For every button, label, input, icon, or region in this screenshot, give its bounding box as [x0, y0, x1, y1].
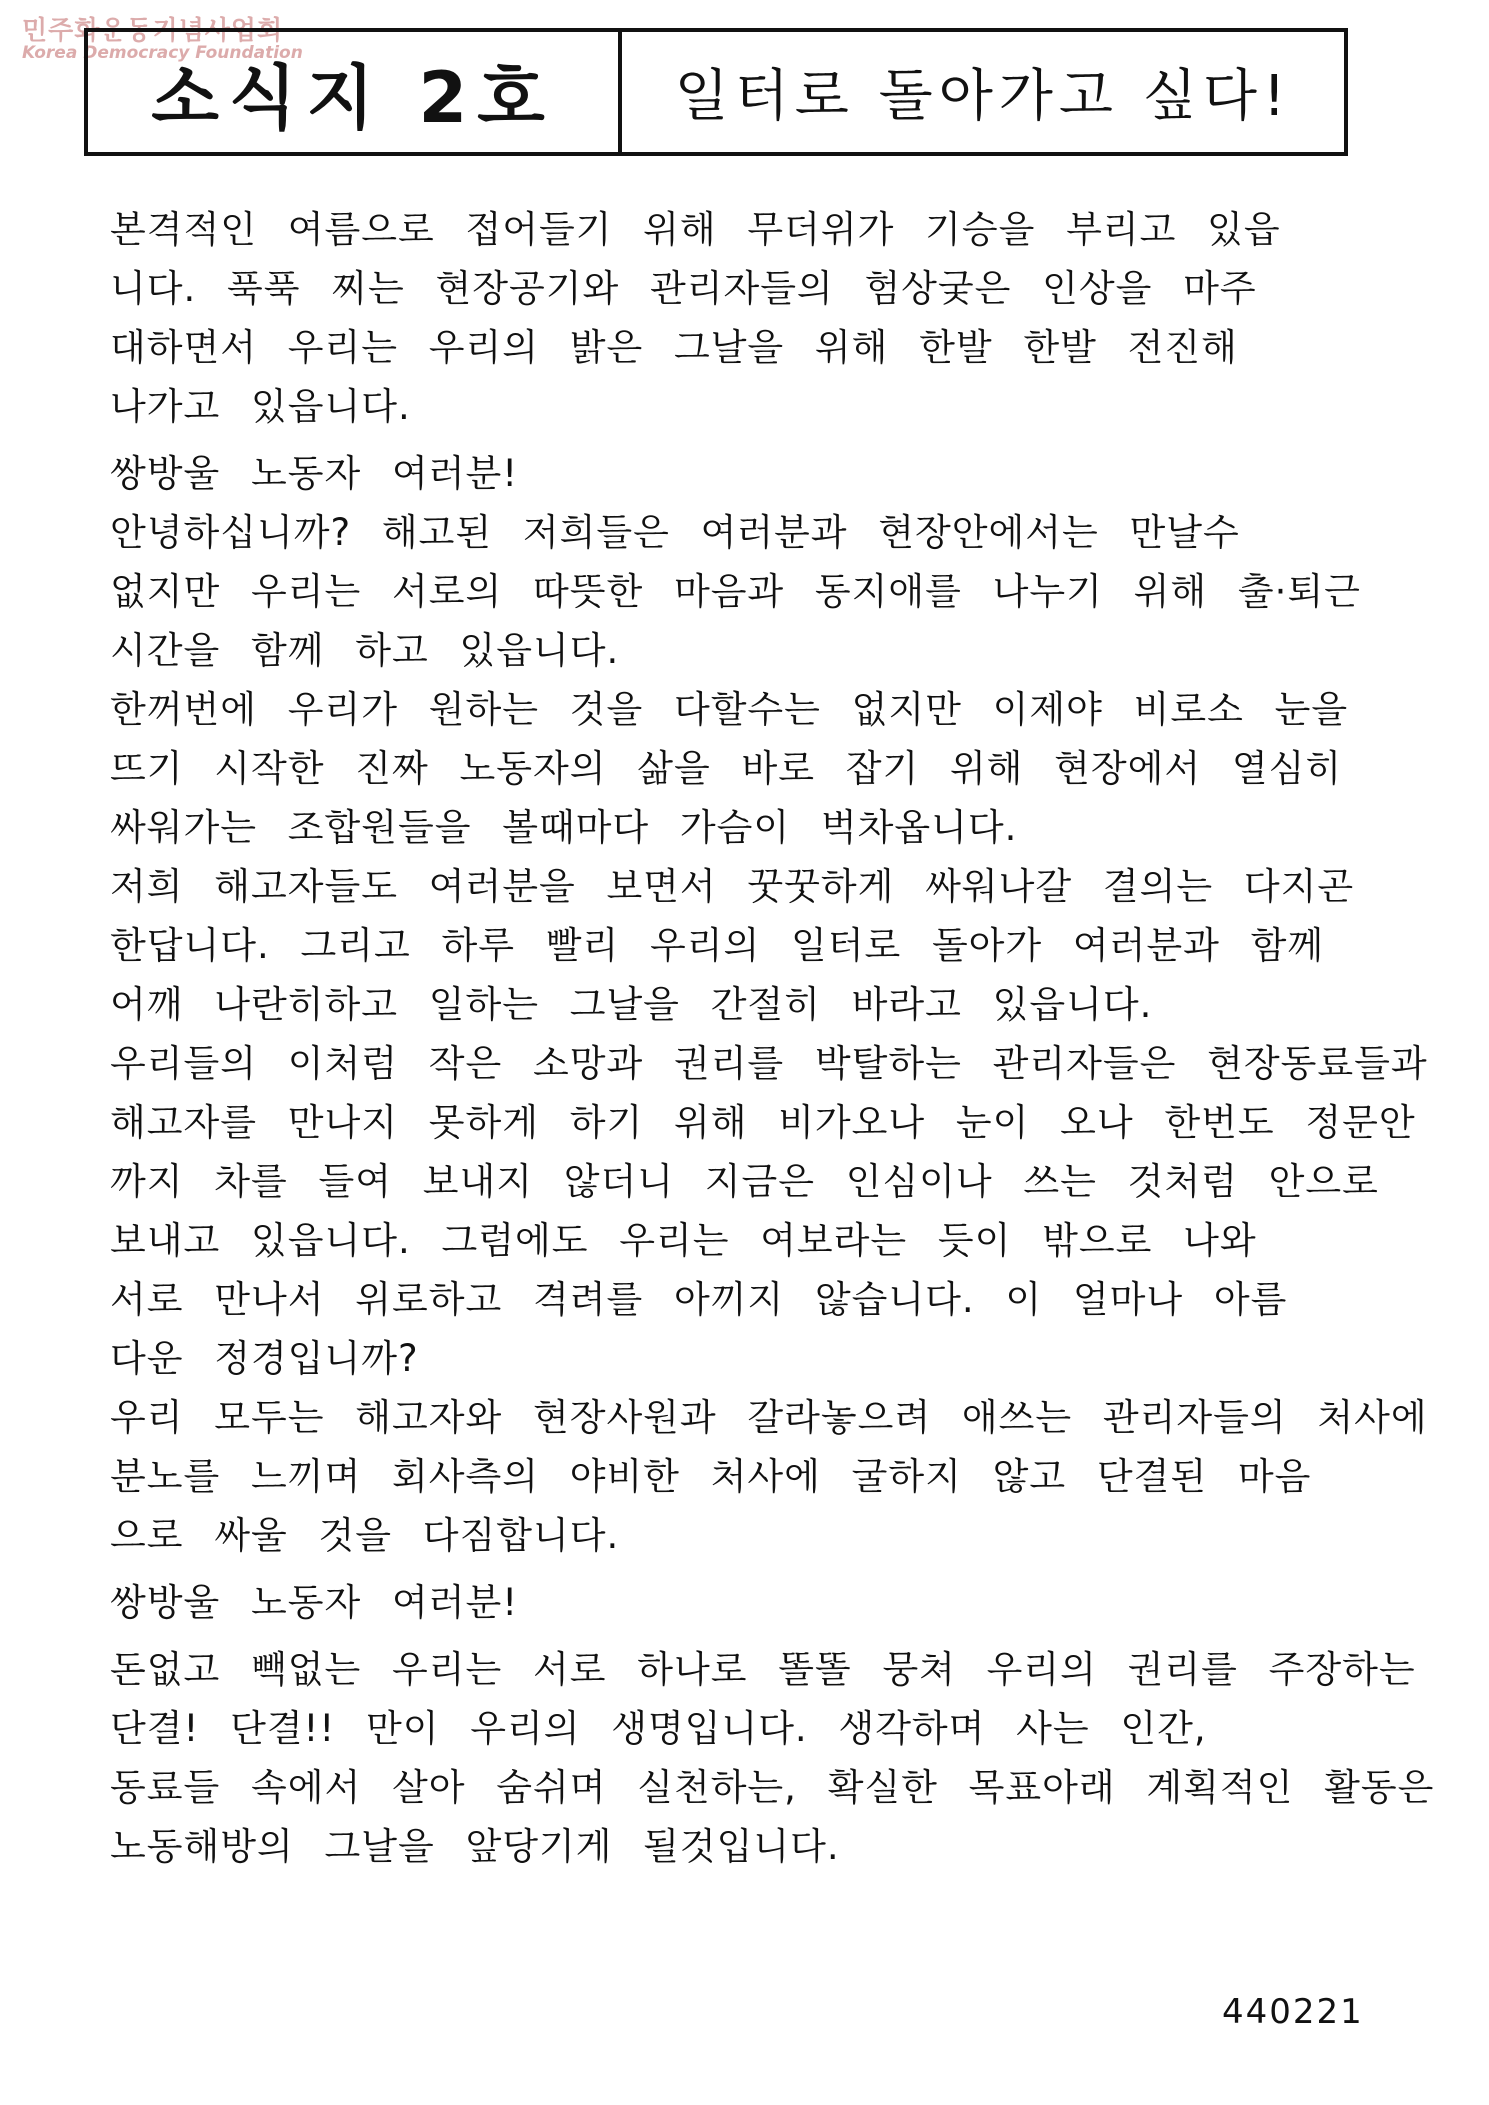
text-line: 저희 해고자들도 여러분을 보면서 꿋꿋하게 싸워나갈 결의는 다지곤	[110, 865, 1355, 908]
text-line: 어깨 나란히하고 일하는 그날을 간절히 바라고 있읍니다.	[110, 983, 1153, 1026]
text-line: 뜨기 시작한 진짜 노동자의 삶을 바로 잡기 위해 현장에서 열심히	[110, 747, 1343, 790]
text-line: 까지 차를 들여 보내지 않더니 지금은 인심이나 쓰는 것처럼 안으로	[110, 1160, 1379, 1203]
text-line: 우리 모두는 해고자와 현장사원과 갈라놓으려 애쓰는 관리자들의 처사에	[110, 1396, 1428, 1439]
text-line: 우리들의 이처럼 작은 소망과 권리를 박탈하는 관리자들은 현장동료들과	[110, 1042, 1428, 1085]
text-line: 노동해방의 그날을 앞당기게 될것입니다.	[110, 1825, 840, 1868]
text-line: 다운 정경입니까?	[110, 1337, 419, 1380]
text-line: 싸워가는 조합원들을 볼때마다 가슴이 벅차옵니다.	[110, 806, 1018, 849]
text-line: 본격적인 여름으로 접어들기 위해 무더위가 기승을 부리고 있읍	[110, 208, 1281, 251]
text-line: 없지만 우리는 서로의 따뜻한 마음과 동지애를 나누기 위해 출·퇴근	[110, 570, 1361, 613]
text-line: 으로 싸울 것을 다짐합니다.	[110, 1514, 620, 1557]
document-code: 440221	[1222, 1992, 1364, 2032]
text-line: 니다. 푹푹 찌는 현장공기와 관리자들의 험상궂은 인상을 마주	[110, 267, 1257, 310]
text-line: 단결! 단결!! 만이 우리의 생명입니다. 생각하며 사는 인간,	[110, 1707, 1207, 1750]
watermark-korean: 민주화운동기념사업회	[22, 16, 284, 46]
text-line: 서로 만나서 위로하고 격려를 아끼지 않습니다. 이 얼마나 아름	[110, 1278, 1288, 1321]
text-line: 대하면서 우리는 우리의 밝은 그날을 위해 한발 한발 전진해	[110, 326, 1238, 369]
watermark-english: Korea Democracy Foundation	[22, 43, 303, 64]
issue-title: 소식지 2호	[88, 32, 622, 152]
text-line: 쌍방울 노동자 여러분!	[110, 1581, 519, 1624]
text-line: 나가고 있읍니다.	[110, 385, 411, 428]
header-box	[84, 28, 1348, 156]
text-line: 한답니다. 그리고 하루 빨리 우리의 일터로 돌아가 여러분과 함께	[110, 924, 1325, 967]
slogan-title: 일터로 돌아가고 싶다!	[674, 64, 1292, 129]
text-line: 분노를 느끼며 회사측의 야비한 처사에 굴하지 않고 단결된 마음	[110, 1455, 1312, 1498]
text-line: 돈없고 빽없는 우리는 서로 하나로 똘똘 뭉쳐 우리의 권리를 주장하는	[110, 1648, 1416, 1691]
text-line: 안녕하십니까? 해고된 저희들은 여러분과 현장안에서는 만날수	[110, 511, 1240, 554]
text-line: 동료들 속에서 살아 숨쉬며 실천하는, 확실한 목표아래 계획적인 활동은	[110, 1766, 1435, 1809]
text-line: 한꺼번에 우리가 원하는 것을 다할수는 없지만 이제야 비로소 눈을	[110, 688, 1349, 731]
text-line: 시간을 함께 하고 있읍니다.	[110, 629, 620, 672]
text-line: 보내고 있읍니다. 그럼에도 우리는 여보라는 듯이 밖으로 나와	[110, 1219, 1257, 1262]
text-line: 쌍방울 노동자 여러분!	[110, 452, 519, 495]
body-text	[110, 200, 1435, 1876]
text-line: 해고자를 만나지 못하게 하기 위해 비가오나 눈이 오나 한번도 정문안	[110, 1101, 1416, 1144]
